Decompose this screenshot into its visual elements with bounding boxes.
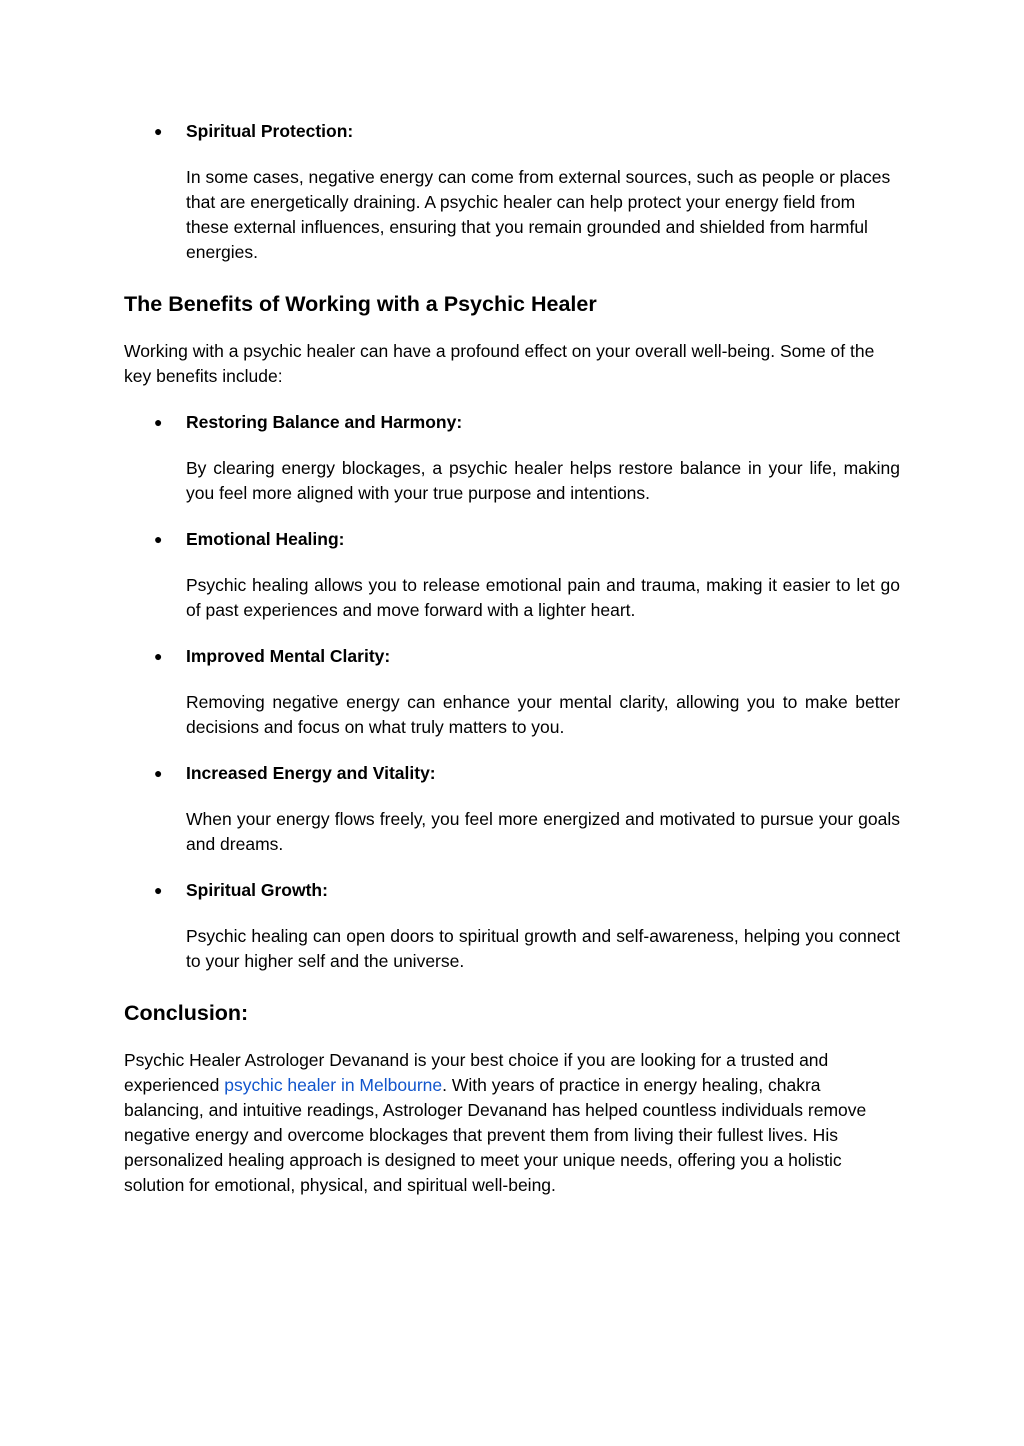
bullet-dot: ● [154,531,163,547]
conclusion-paragraph [124,1048,900,1198]
bullet-description: When your energy flows freely, you feel more energized and motivated to pursue your goals and dreams. [186,809,900,854]
bullet-description: Psychic healing allows you to release emotional pain and trauma, making it easier to let go of past experiences and move forward with a lighter heart. [186,575,900,620]
conclusion-text-after-link: . With years of practice in energy healing, chakra balancing, and intuitive readings, Astrologer Devanand has helped countless individuals remove negative energy and overcome blockages that prevent them from living their fullest lives. His personalized healing approach is designed to meet your unique needs, offering you a holistic solution for emotional, physical, and spiritual well-being. [124,1075,867,1195]
bullet-title: Increased Energy and Vitality: [186,763,436,783]
bullet-restoring-balance [124,410,900,435]
section-heading-conclusion: Conclusion: [124,1001,249,1025]
bullet-dot: ● [154,123,163,139]
bullet-emotional-healing [124,527,900,552]
bullet-description: By clearing energy blockages, a psychic healer helps restore balance in your life, making you feel more aligned with your true purpose and intentions. [186,458,900,503]
bullet-title: Spiritual Protection: [186,121,354,141]
psychic-healer-link[interactable]: psychic healer in Melbourne [224,1075,443,1095]
bullet-title: Improved Mental Clarity: [186,646,391,666]
bullet-description: Removing negative energy can enhance your mental clarity, allowing you to make better decisions and focus on what truly matters to you. [186,692,900,737]
bullet-dot: ● [154,648,163,664]
bullet-spiritual-growth [124,878,900,903]
bullet-dot: ● [154,765,163,781]
bullet-description: In some cases, negative energy can come from external sources, such as people or places that are energetically draining. A psychic healer can help protect your energy field from these external influences, ensuring that you remain grounded and shielded from harmful energies. [186,167,891,262]
section-heading-benefits: The Benefits of Working with a Psychic Healer [124,292,597,316]
bullet-spiritual-protection [124,119,900,144]
document-content [124,119,900,1198]
bullet-dot: ● [154,882,163,898]
bullet-title: Restoring Balance and Harmony: [186,412,463,432]
benefits-intro: Working with a psychic healer can have a profound effect on your overall well-being. Some of the key benefits include: [124,341,875,386]
bullet-energy-vitality [124,761,900,786]
bullet-description: Psychic healing can open doors to spiritual growth and self-awareness, helping you connect to your higher self and the universe. [186,926,900,971]
bullet-dot: ● [154,414,163,430]
conclusion-text-before-link: Psychic Healer Astrologer Devanand is your best choice if you are looking for a trusted and experienced [124,1050,829,1095]
bullet-title: Emotional Healing: [186,529,345,549]
bullet-mental-clarity [124,644,900,669]
bullet-title: Spiritual Growth: [186,880,328,900]
